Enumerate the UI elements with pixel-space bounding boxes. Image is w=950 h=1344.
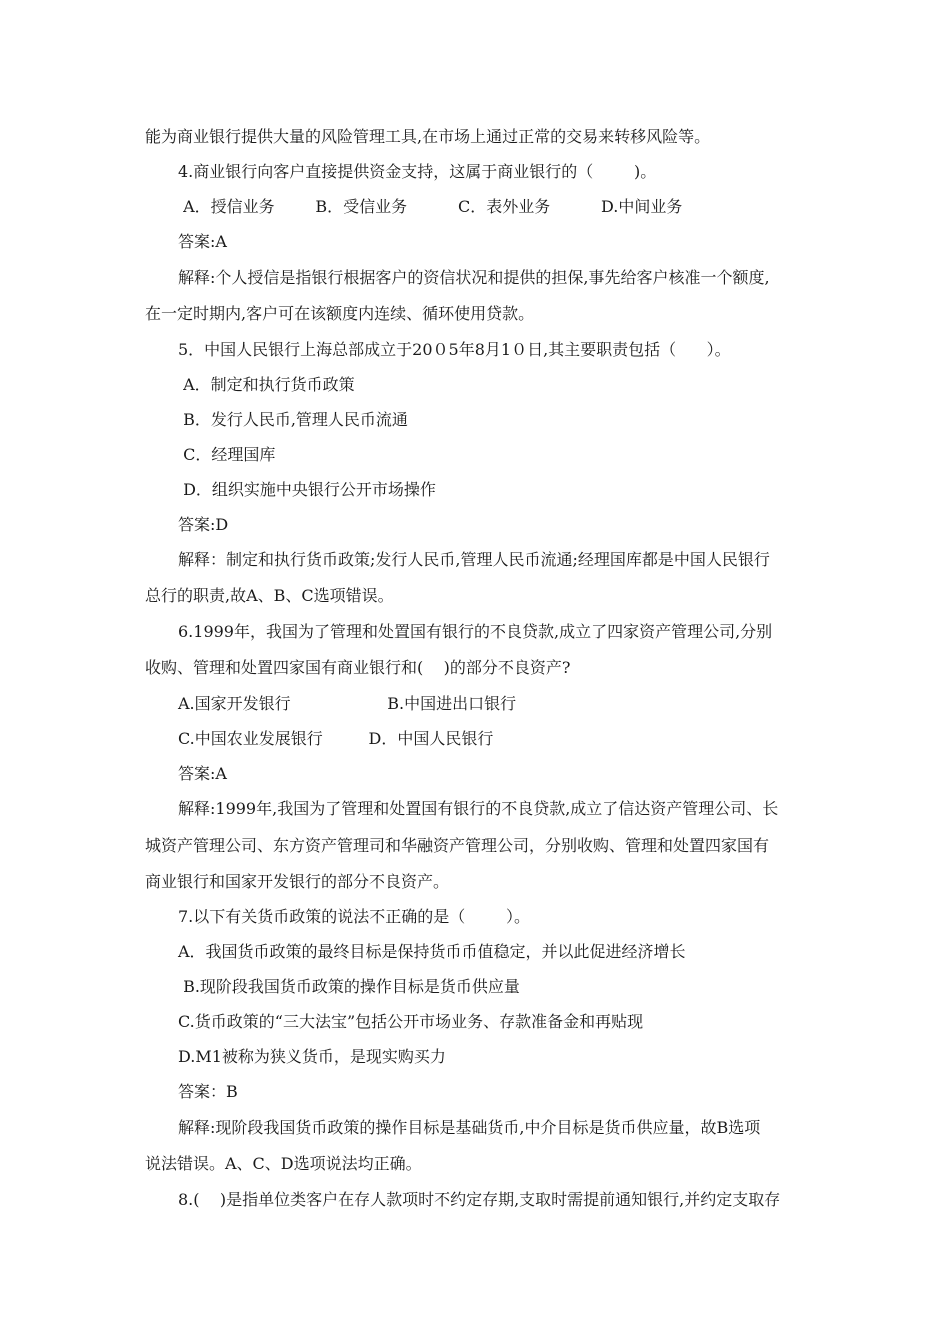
answer-6: 答案:A	[178, 764, 227, 783]
option-5d: D．组织实施中央银行公开市场操作	[178, 480, 436, 499]
option-5c: C．经理国库	[178, 445, 276, 464]
question-6-options-ab: A.国家开发银行 B.中国进出口银行	[178, 694, 517, 713]
option-7a: A．我国货币政策的最终目标是保持货币币值稳定，并以此促进经济增长	[178, 942, 686, 961]
question-8: 8.( )是指单位类客户在存人款项时不约定存期,支取时需提前通知银行,并约定支取存	[178, 1190, 781, 1209]
answer-7: 答案：B	[178, 1082, 238, 1101]
question-5: 5．中国人民银行上海总部成立于20０5年8月1０日,其主要职责包括（ ）。	[178, 340, 731, 359]
explanation-4-cont: 在一定时期内,客户可在该额度内连续、循环使用贷款。	[145, 304, 535, 323]
explanation-7: 解释:现阶段我国货币政策的操作目标是基础货币,中介目标是货币供应量，故B选项	[178, 1118, 761, 1137]
paragraph-line: 能为商业银行提供大量的风险管理工具,在市场上通过正常的交易来转移风险等。	[145, 127, 711, 146]
explanation-6-cont2: 商业银行和国家开发银行的部分不良资产。	[145, 872, 450, 891]
explanation-4: 解释:个人授信是指银行根据客户的资信状况和提供的担保,事先给客户核准一个额度,	[178, 268, 770, 287]
option-7c: C.货币政策的“三大法宝”包括公开市场业务、存款准备金和再贴现	[178, 1012, 644, 1031]
answer-4: 答案:A	[178, 232, 227, 251]
explanation-5: 解释：制定和执行货币政策;发行人民币,管理人民币流通;经理国库都是中国人民银行	[178, 550, 770, 569]
question-4: 4.商业银行向客户直接提供资金支持，这属于商业银行的（ )。	[178, 162, 657, 181]
question-4-options: A．授信业务 B．受信业务 C．表外业务 D.中间业务	[178, 197, 683, 216]
explanation-6-cont: 城资产管理公司、东方资产管理司和华融资产管理公司，分别收购、管理和处置四家国有	[145, 836, 770, 855]
question-6-cont: 收购、管理和处置四家国有商业银行和( )的部分不良资产?	[145, 658, 571, 677]
explanation-7-cont: 说法错误。A、C、D选项说法均正确。	[145, 1154, 422, 1173]
option-7b: B.现阶段我国货币政策的操作目标是货币供应量	[178, 977, 520, 996]
question-6: 6.1999年，我国为了管理和处置国有银行的不良贷款,成立了四家资产管理公司,分别	[178, 622, 773, 641]
option-5b: B．发行人民币,管理人民币流通	[178, 410, 408, 429]
question-6-options-cd: C.中国农业发展银行 D．中国人民银行	[178, 729, 494, 748]
explanation-6: 解释:1999年,我国为了管理和处置国有银行的不良贷款,成立了信达资产管理公司、长	[178, 799, 779, 818]
option-5a: A．制定和执行货币政策	[178, 375, 355, 394]
question-7: 7.以下有关货币政策的说法不正确的是（ ）。	[178, 907, 530, 926]
answer-5: 答案:D	[178, 515, 229, 534]
explanation-5-cont: 总行的职责,故A、B、C选项错误。	[145, 586, 394, 605]
option-7d: D.M1被称为狭义货币，是现实购买力	[178, 1047, 446, 1066]
